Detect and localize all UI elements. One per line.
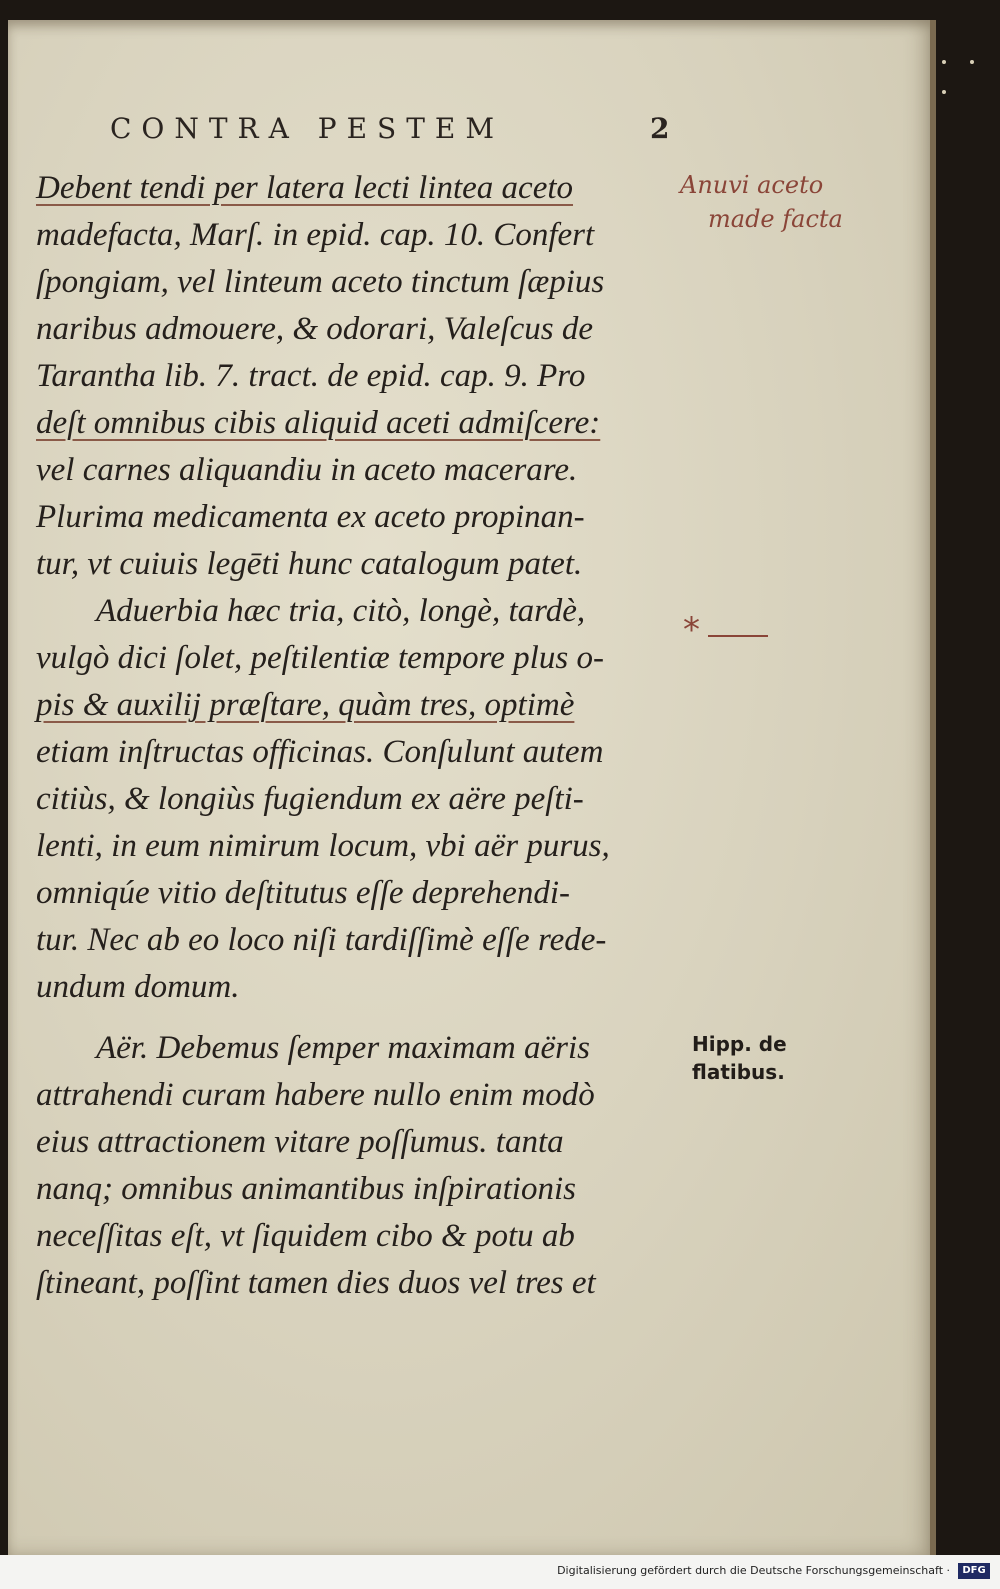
page-number: 2: [650, 112, 670, 145]
handwritten-line: made facta: [708, 205, 843, 233]
text-line: attrahendi curam habere nullo enim modò: [36, 1077, 595, 1113]
page-edge: [930, 20, 936, 1555]
text-line: lenti, in eum nimirum locum, vbi aër purus,: [36, 828, 610, 864]
text-line: Aduerbia hæc tria, citò, longè, tardè,: [96, 593, 586, 629]
text-line: vulgò dici ſolet, peſtilentiæ tempore plus o-: [36, 640, 604, 676]
body-text: [36, 165, 696, 1307]
margin-note-line: Hipp. de: [692, 1032, 787, 1056]
text-line: [36, 165, 696, 212]
text-line: omniqúe vitio deſtitutus eſſe deprehendi-: [36, 875, 570, 911]
text-line-content: Debent tendi per latera lecti lintea aceto: [36, 170, 574, 206]
dfg-logo: DFG: [958, 1563, 990, 1579]
text-line: eius attractionem vitare poſſumus. tanta: [36, 1124, 564, 1160]
handwritten-marginalia: [680, 168, 843, 236]
text-line: Aër. Debemus ſemper maximam aëris: [96, 1030, 590, 1066]
handwritten-line: Anuvi aceto: [680, 171, 824, 199]
text-line: [36, 682, 696, 729]
text-line: neceſſitas eſt, vt ſiquidem cibo & potu ab: [36, 1218, 575, 1254]
text-line: [36, 400, 696, 447]
text-line: ſtineant, poſſint tamen dies duos vel tres et: [36, 1265, 596, 1301]
marginal-line: [708, 635, 768, 637]
text-line: etiam inſtructas officinas. Conſulunt autem: [36, 734, 604, 770]
background-dot: [942, 60, 946, 64]
funding-credit: Digitalisierung gefördert durch die Deutsche Forschungsgemeinschaft ·: [557, 1564, 950, 1577]
text-line: vel carnes aliquandiu in aceto macerare.: [36, 452, 578, 488]
text-line: Tarantha lib. 7. tract. de epid. cap. 9. Pro: [36, 358, 586, 394]
text-line-content: deſt omnibus cibis aliquid aceti admiſcere:: [36, 405, 601, 441]
asterisk-mark: *: [683, 610, 700, 650]
text-line-content: pis & auxilij præſtare, quàm tres, optimè: [36, 687, 575, 723]
text-line: undum domum.: [36, 969, 240, 1005]
running-title: CONTRA PESTEM: [110, 112, 505, 145]
text-line: naribus admouere, & odorari, Valeſcus de: [36, 311, 593, 347]
background-dot: [970, 60, 974, 64]
text-line: nanq; omnibus animantibus inſpirationis: [36, 1171, 576, 1207]
text-line: ſpongiam, vel linteum aceto tinctum ſæpius: [36, 264, 605, 300]
footer-bar: [0, 1555, 1000, 1589]
text-line: citiùs, & longiùs fugiendum ex aëre peſti-: [36, 781, 584, 817]
text-line: madefacta, Marſ. in epid. cap. 10. Confert: [36, 217, 595, 253]
margin-note-line: flatibus.: [692, 1060, 785, 1084]
printed-margin-note: [692, 1030, 787, 1086]
background-dot: [942, 90, 946, 94]
text-line: tur, vt cuiuis legēti hunc catalogum patet.: [36, 546, 583, 582]
text-line: tur. Nec ab eo loco niſi tardiſſimè eſſe rede-: [36, 922, 607, 958]
running-header: [110, 112, 690, 152]
text-line: Plurima medicamenta ex aceto propinan-: [36, 499, 585, 535]
